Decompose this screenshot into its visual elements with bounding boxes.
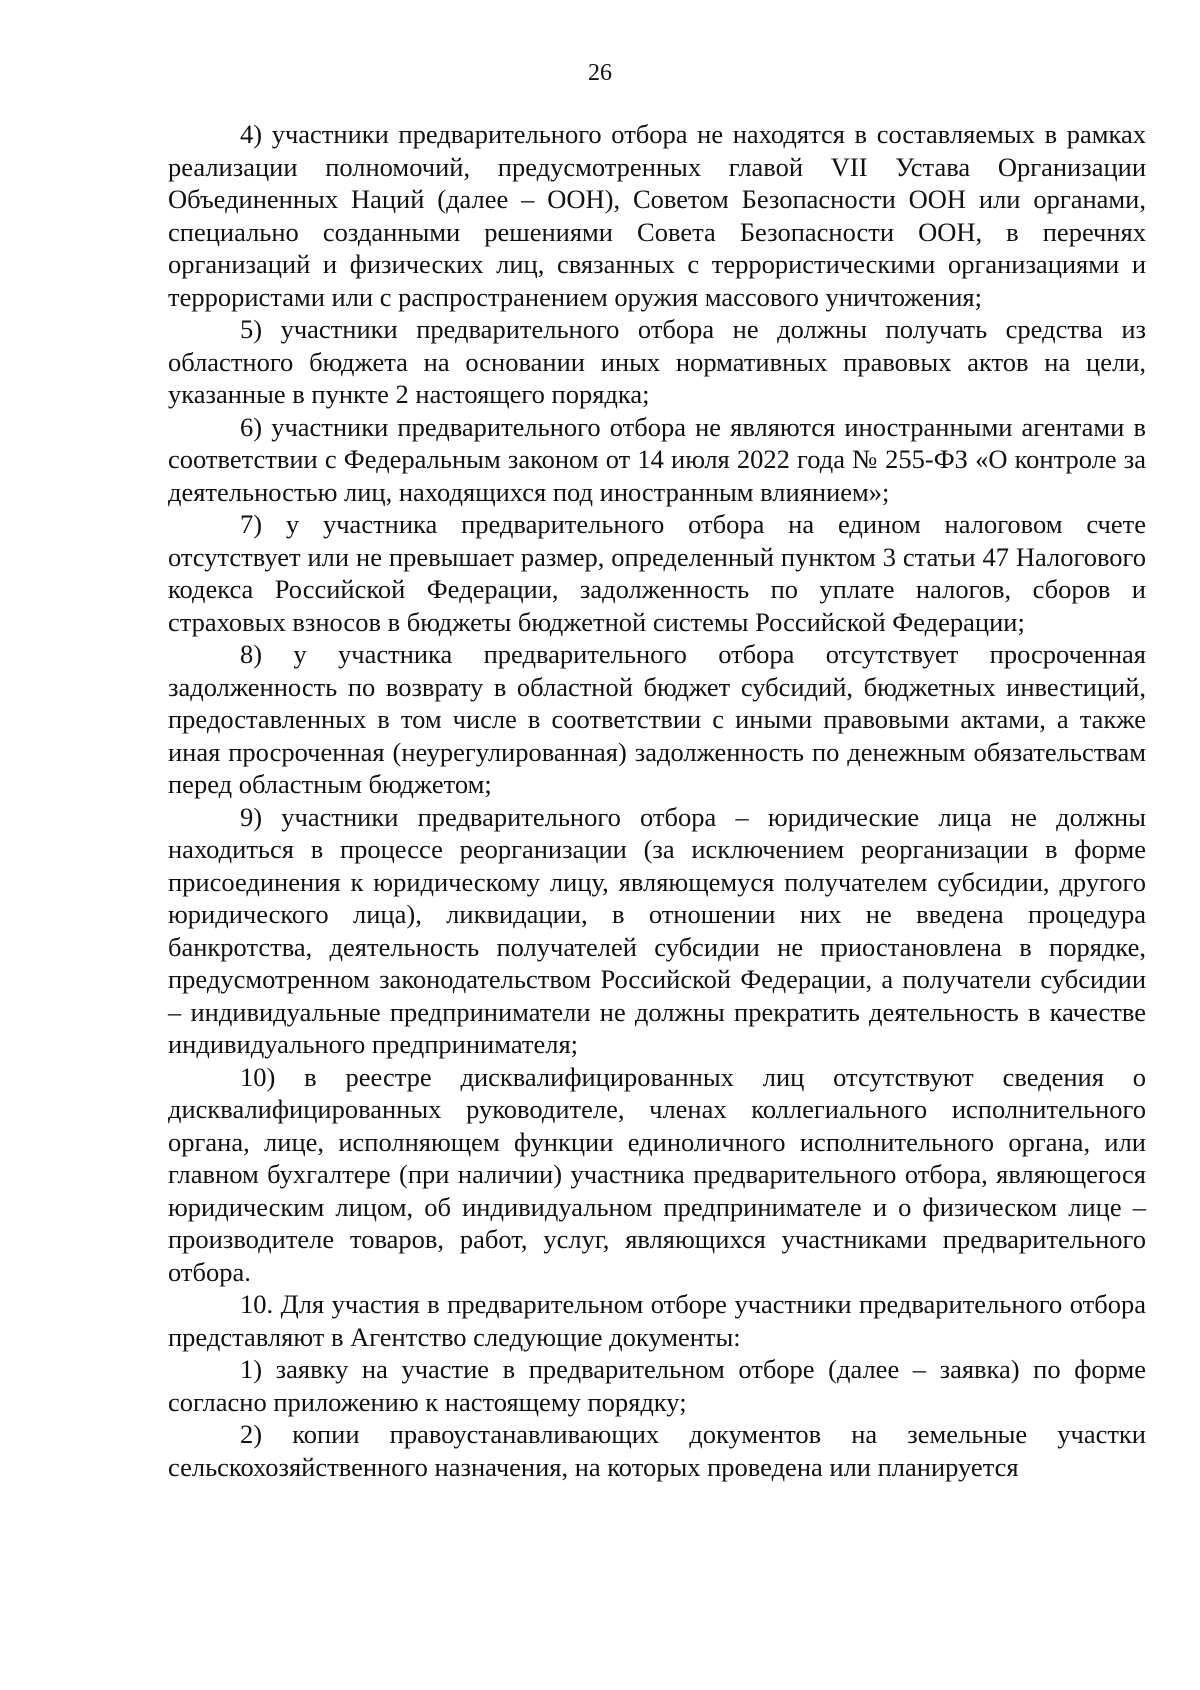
paragraph-item-7: 7) у участника предварительного отбора на едином налоговом счете отсутствует или не превышает размер, определенный пунктом 3 статьи 47 Налогового кодекса Российской Федерации, задолженность по уплате налогов, сборов и страховых взносов в бюджеты бюджетной системы Российской Федерации;: [168, 509, 1146, 637]
paragraph-subitem-1: 1) заявку на участие в предварительном отборе (далее – заявка) по форме согласно приложению к настоящему порядку;: [168, 1354, 1146, 1417]
paragraph-item-9: 9) участники предварительного отбора – юридические лица не должны находиться в процессе реорганизации (за исключением реорганизации в форме присоединения к юридическому лицу, являющемуся получателем субсидии, другого юридического лица), ликвидации, в отношении них не введена процедура банкротства, деятельность получателей субсидии не приостановлена в порядке, предусмотренном законодательством Российской Федерации, а получатели субсидии – индивидуальные предприниматели не должны прекратить деятельность в качестве индивидуального предпринимателя;: [168, 801, 1146, 1059]
paragraph-item-10: 10) в реестре дисквалифицированных лиц отсутствуют сведения о дисквалифицированных руководителе, членах коллегиального исполнительного органа, лице, исполняющем функции единоличного исполнительного органа, или главном бухгалтере (при наличии) участника предварительного отбора, являющегося юридическим лицом, об индивидуальном предпринимателе и о физическом лице – производителе товаров, работ, услуг, являющихся участниками предварительного отбора.: [168, 1061, 1146, 1287]
page-number: 26: [588, 60, 612, 86]
paragraph-item-5: 5) участники предварительного отбора не должны получать средства из областного бюджета на основании иных нормативных правовых актов на цели, указанные в пункте 2 настоящего порядка;: [168, 314, 1146, 409]
paragraph-item-4: 4) участники предварительного отбора не находятся в составляемых в рамках реализации полномочий, предусмотренных главой VII Устава Организации Объединенных Наций (далее – ООН), Советом Безопасности ООН или органами, специально созданными решениями Совета Безопасности ООН, в перечнях организаций и физических лиц, связанных с террористическими организациями и террористами или с распространением оружия массового уничтожения;: [168, 119, 1146, 312]
document-body: [168, 118, 1146, 1483]
paragraph-item-8: 8) у участника предварительного отбора отсутствует просроченная задолженность по возврату в областной бюджет субсидий, бюджетных инвестиций, предоставленных в том числе в соответствии с иными правовыми актами, а также иная просроченная (неурегулированная) задолженность по денежным обязательствам перед областным бюджетом;: [168, 639, 1146, 799]
paragraph-item-6: 6) участники предварительного отбора не являются иностранными агентами в соответствии с Федеральным законом от 14 июля 2022 года № 255-ФЗ «О контроле за деятельностью лиц, находящихся под иностранным влиянием»;: [168, 411, 1146, 507]
paragraph-subitem-2: 2) копии правоустанавливающих документов на земельные участки сельскохозяйственного назначения, на которых проведена или планируется: [168, 1419, 1146, 1482]
paragraph-section-10: 10. Для участия в предварительном отборе участники предварительного отбора представляют в Агентство следующие документы:: [168, 1289, 1146, 1352]
